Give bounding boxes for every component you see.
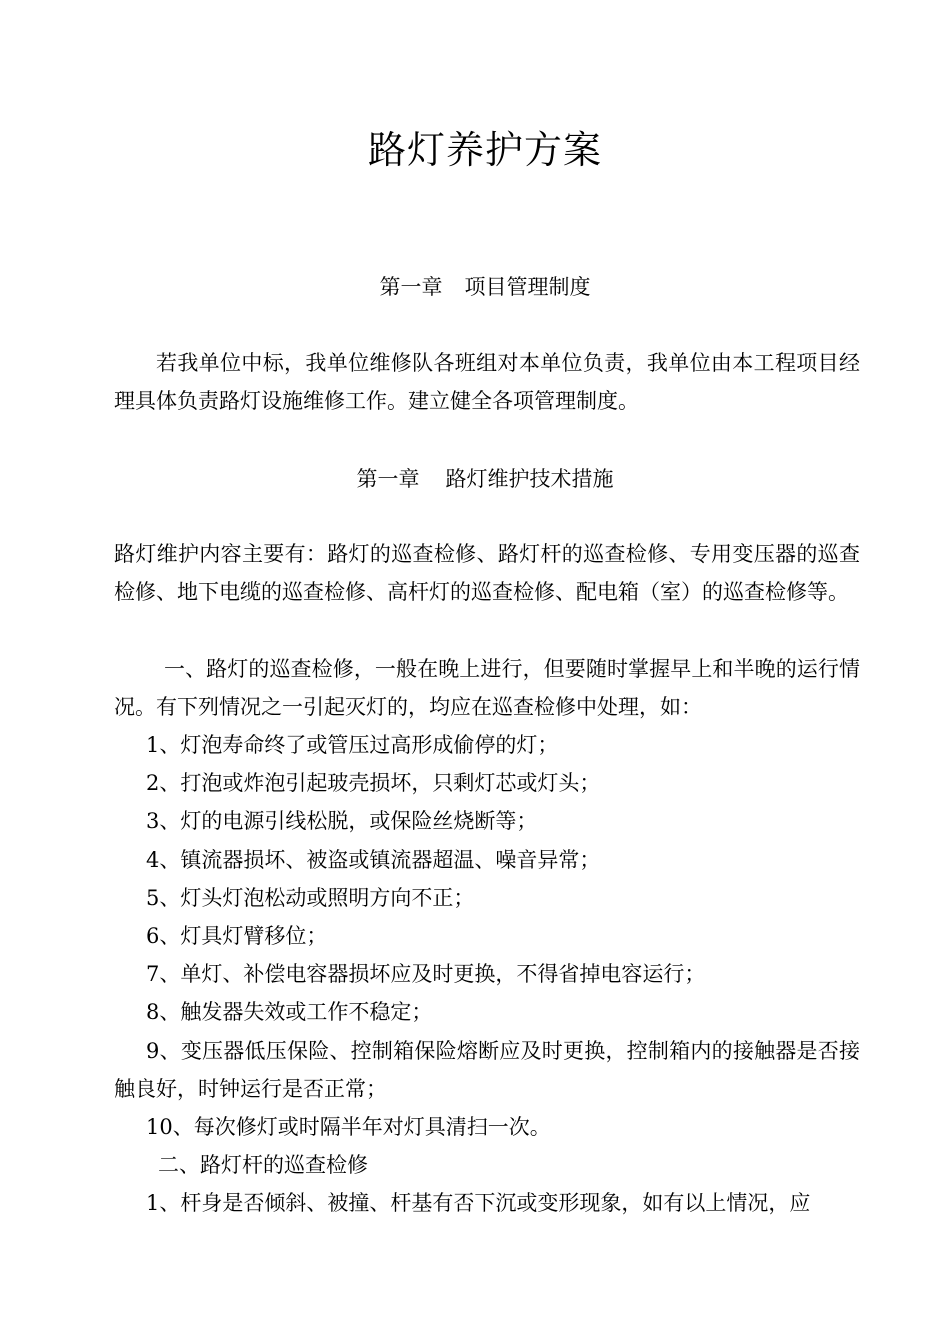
document-title: 路灯养护方案 [367, 128, 602, 172]
chapter-title: 项目管理制度 [464, 275, 591, 299]
list-item: 4、镇流器损坏、被盗或镇流器超温、噪音异常； [146, 847, 601, 872]
maintenance-overview-paragraph: 路灯维护内容主要有：路灯的巡查检修、路灯杆的巡查检修、专用变压器的巡查检修、地下电缆的巡查检修、高杆灯的巡查检修、配电箱（室）的巡查检修等。 [114, 542, 860, 604]
chapter-heading-maintenance-measures [0, 464, 950, 494]
list-item: 8、触发器失效或工作不稳定； [146, 1000, 433, 1025]
chapter-title: 路灯维护技术措施 [445, 467, 614, 491]
chapter-label: 第一章 [379, 275, 443, 299]
list-item: 9、变压器低压保险、控制箱保险熔断应及时更换，控制箱内的接触器是否接触良好，时钟运行是否正常； [114, 1038, 860, 1101]
list-item: 10、每次修灯或时隔半年对灯具清扫一次。 [146, 1115, 551, 1140]
list-item: 3、灯的电源引线松脱，或保险丝烧断等； [146, 809, 538, 834]
list-item: 2、打泡或炸泡引起玻壳损坏，只剩灯芯或灯头； [146, 771, 601, 796]
list-item: 5、灯头灯泡松动或照明方向不正； [146, 885, 475, 910]
list-item: 6、灯具灯臂移位； [146, 924, 328, 949]
intro-paragraph: 若我单位中标，我单位维修队各班组对本单位负责，我单位由本工程项目经理具体负责路灯设施维修工作。建立健全各项管理制度。 [114, 351, 860, 413]
list-item: 1、灯泡寿命终了或管压过高形成偷停的灯； [146, 733, 559, 757]
chapter-heading-project-management [0, 272, 950, 302]
section-2-heading: 二、路灯杆的巡查检修 [158, 1153, 368, 1178]
list-item: 7、单灯、补偿电容器损坏应及时更换，不得省掉电容运行； [146, 962, 706, 987]
list-item: 1、杆身是否倾斜、被撞、杆基有否下沉或变形现象，如有以上情况，应 [146, 1191, 811, 1216]
chapter-label: 第一章 [356, 467, 420, 491]
section-1-intro-paragraph: 一、路灯的巡查检修，一般在晚上进行，但要随时掌握早上和半晚的运行情况。有下列情况之一引起灭灯的，均应在巡查检修中处理，如： [114, 657, 860, 719]
inspection-list [114, 726, 860, 1223]
